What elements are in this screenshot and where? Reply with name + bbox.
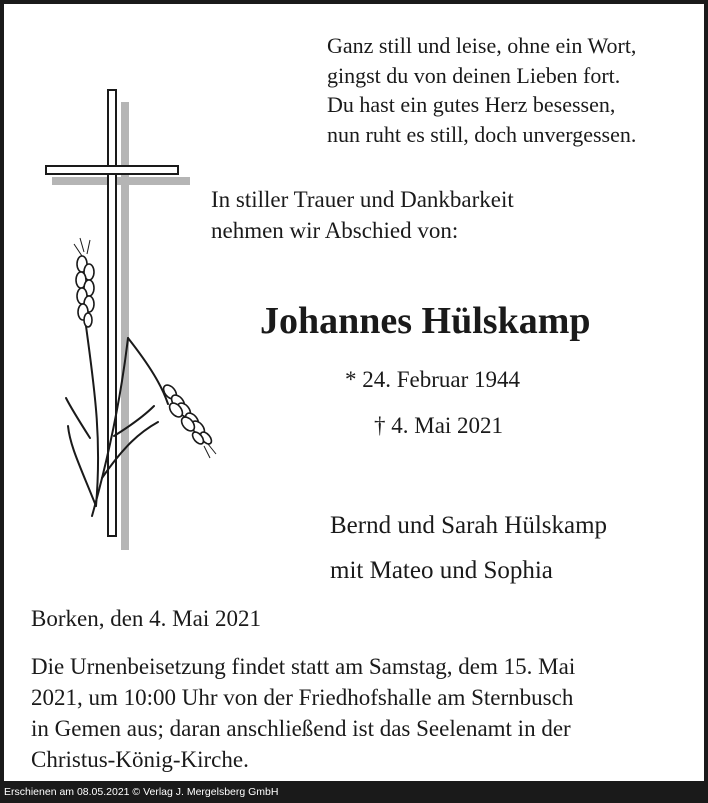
notice-line: in Gemen aus; daran anschließend ist das Seelenamt in der [31, 716, 571, 741]
intro-text [211, 184, 514, 246]
notice-line: 2021, um 10:00 Uhr von der Friedhofshalle am Sternbusch [31, 685, 574, 710]
burial-notice [31, 651, 691, 775]
intro-line: nehmen wir Abschied von: [211, 218, 459, 243]
poem-line: Ganz still und leise, ohne ein Wort, [327, 33, 637, 58]
birth-date: * 24. Februar 1944 [345, 367, 521, 392]
poem-line: gingst du von deinen Lieben fort. [327, 62, 621, 88]
place-date: Borken, den 4. Mai 2021 [31, 606, 261, 631]
poem-line: nun ruht es still, doch unvergessen. [327, 121, 637, 147]
family-line: Bernd und Sarah Hülskamp [330, 512, 608, 539]
publication-footer: Erschienen am 08.05.2021 © Verlag J. Mergelsberg GmbH [0, 781, 708, 803]
deceased-name: Johannes Hülskamp [260, 300, 591, 342]
notice-line: Die Urnenbeisetzung findet statt am Samstag, dem 15. Mai [31, 654, 576, 679]
memorial-poem [327, 31, 636, 149]
death-date: † 4. Mai 2021 [374, 413, 504, 438]
poem-line: Du hast ein gutes Herz besessen, [327, 92, 616, 117]
notice-line: Christus-König-Kirche. [31, 747, 249, 772]
intro-line: In stiller Trauer und Dankbarkeit [211, 187, 514, 212]
family-line: mit Mateo und Sophia [330, 557, 553, 584]
